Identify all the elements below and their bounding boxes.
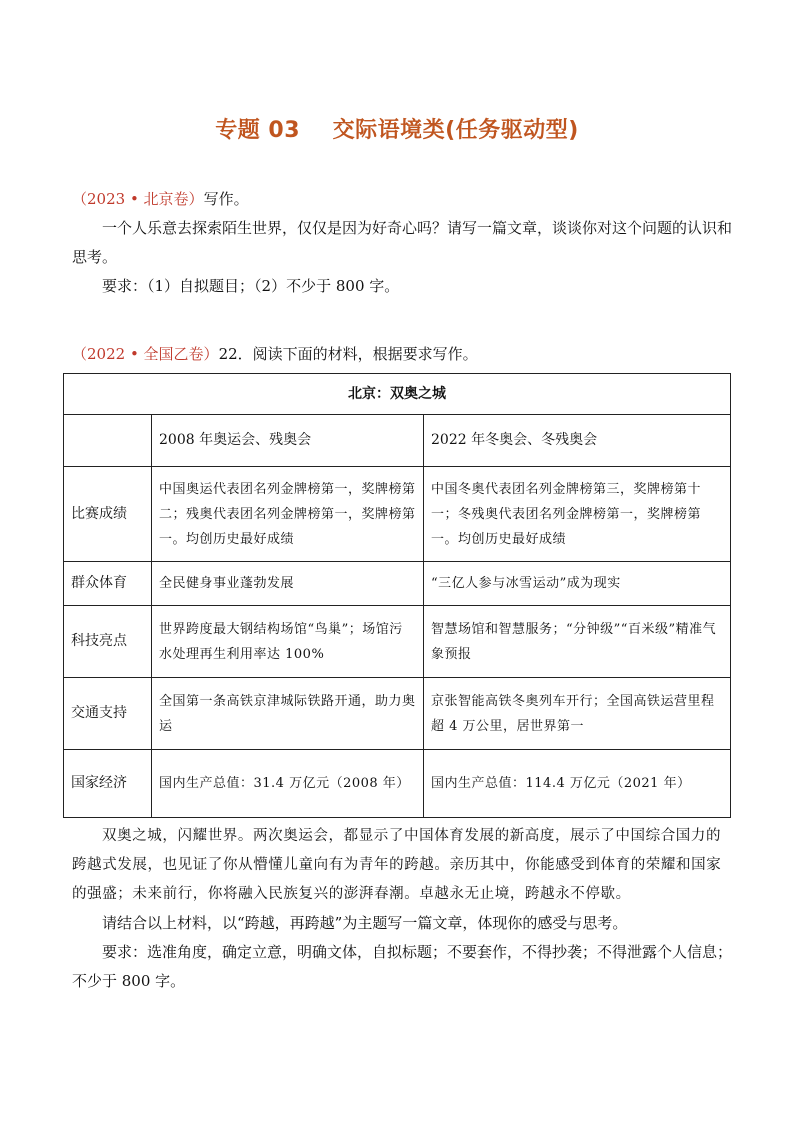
table-header-row [64,415,731,467]
table-row [64,678,731,750]
material-passage: 双奥之城，闪耀世界。两次奥运会，都显示了中国体育发展的新高度，展示了中国综合国力的跨越式发展，也见证了你从懵懂儿童向有为青年的跨越。亲历其中，你能感受到体育的荣耀和国家的强盛；未来前行，你将融入民族复兴的澎湃春潮。卓越永无止境，跨越永不停歇。 [72,828,722,902]
question-1-requirement: 要求：（1）自拟题目；（2）不少于 800 字。 [102,277,400,295]
row-cell-2022: 中国冬奥代表团名列金牌榜第三，奖牌榜第十一；冬残奥代表团名列金牌榜第一，奖牌榜第一。均创历史最好成绩 [424,467,731,562]
question-1-header [72,185,732,214]
question-2-body [72,822,732,996]
row-cell-2008: 世界跨度最大钢结构场馆“鸟巢”；场馆污水处理再生利用率达 100% [152,606,424,678]
table-row [64,606,731,678]
row-label: 比赛成绩 [64,467,152,562]
row-cell-2022: 国内生产总值：114.4 万亿元（2021 年） [424,750,731,818]
page-title: 专题 03 交际语境类(任务驱动型) [215,118,579,143]
table-col-2022: 2022 年冬奥会、冬残奥会 [424,415,731,467]
material-table [63,373,731,818]
row-label: 国家经济 [64,750,152,818]
row-cell-2008: 全民健身事业蓬勃发展 [152,562,424,606]
table-title-row [64,374,731,415]
row-cell-2022: 智慧场馆和智慧服务；“分钟级”“百米级”精准气象预报 [424,606,731,678]
row-label: 群众体育 [64,562,152,606]
table-row [64,467,731,562]
row-label: 交通支持 [64,678,152,750]
row-cell-2008: 国内生产总值：31.4 万亿元（2008 年） [152,750,424,818]
question-2-source: （2022 • 全国乙卷） [72,345,219,363]
row-cell-2008: 中国奥运代表团名列金牌榜第一，奖牌榜第二；残奥代表团名列金牌榜第一，奖牌榜第一。均创历史最好成绩 [152,467,424,562]
table-row [64,750,731,818]
row-cell-2008: 全国第一条高铁京津城际铁路开通，助力奥运 [152,678,424,750]
question-1 [72,185,732,301]
question-2-instruction: 请结合以上材料，以“跨越，再跨越”为主题写一篇文章，体现你的感受与思考。 [102,914,628,932]
table-col-2008: 2008 年奥运会、残奥会 [152,415,424,467]
row-label: 科技亮点 [64,606,152,678]
table-corner-cell [64,415,152,467]
question-1-prompt: 一个人乐意去探索陌生世界，仅仅是因为好奇心吗？请写一篇文章，谈谈你对这个问题的认识和思考。 [72,219,733,266]
question-1-source: （2023 • 北京卷） [72,190,204,208]
question-2-requirement: 要求：选准角度，确定立意，明确文体，自拟标题；不要套作，不得抄袭；不得泄露个人信息；不少于 800 字。 [72,943,733,990]
table-row [64,562,731,606]
row-cell-2022: “三亿人参与冰雪运动”成为现实 [424,562,731,606]
row-cell-2022: 京张智能高铁冬奥列车开行；全国高铁运营里程超 4 万公里，居世界第一 [424,678,731,750]
question-2-header [72,340,732,369]
question-1-task: 写作。 [203,190,249,208]
question-2-task: 22．阅读下面的材料，根据要求写作。 [218,345,478,363]
table-title: 北京：双奥之城 [64,374,731,415]
